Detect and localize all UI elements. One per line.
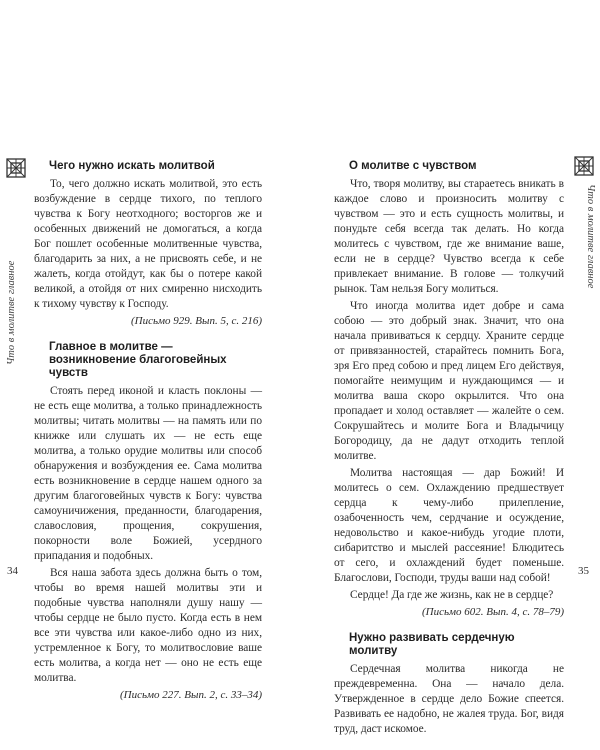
page-number: 34 bbox=[7, 565, 18, 577]
citation: (Письмо 227. Вып. 2, с. 33–34) bbox=[120, 689, 262, 701]
paragraph: Молитва настоящая — дар Божий! И молитесь о сем. Охлаждению предшествует сердца к чему-либо прилепление, озабоченность чем, сердчание и осуждение, недовольство и какое-нибудь угодие плоти, сибаритство и мыслей рассеяние! Блюдитесь от сего, и охлаждений будет поменьше. Благослови, Господи, труды ваши над собой! bbox=[334, 467, 564, 584]
paragraph: Вся наша забота здесь должна быть о том, чтобы во время нашей молитвы эти и подобные чувства наполняли душу нашу — чтобы сердце не было пусто. Когда есть в нем все эти чувства или какое-либо одно из них, устремленное к Богу, то молитвословие ваше есть молитва, а когда нет — оно не есть еще молитва. bbox=[34, 567, 262, 684]
paragraph: Что иногда молитва идет добре и сама собою — это добрый знак. Значит, что она начала прививаться к сердцу. Храните сердце от привязанностей, старайтесь помнить Бога, зря Его пред собою и пред лицем Его действуя, помогайте неимущим и нуждающимся — и молитва ваша скоро окрылится. Что она пропадает и холод оставляет — жалейте о сем. Сокрушайтесь и молите Бога и Владычицу Богородицу, да не дадут отходить теплой молитве. bbox=[334, 300, 564, 462]
section bbox=[334, 160, 564, 620]
paragraph: Что, творя молитву, вы стараетесь вникать в каждое слово и произносить молитву с чувством — это и есть сущность молитвы, и понудьте себя всегда так делать. Но когда молитесь с чувством, где же внимание ваше, если не в сердце? Чувство всегда к себе привлекает внимание. В голове — толкучий рынок. Там нельзя Богу молиться. bbox=[334, 178, 564, 295]
section bbox=[34, 160, 262, 329]
section-heading: О молитве с чувством bbox=[349, 160, 477, 172]
section-heading: Нужно развивать сердечную молитву bbox=[349, 632, 515, 657]
paragraph: Сердечная молитва никогда не преждевременна. Она — начало дела. Утвержденное в сердце дело Божие спеется. Развивать ее надобно, не жалея труда. Бог, видя труд, даст искомое. bbox=[334, 663, 564, 735]
left-column bbox=[34, 160, 262, 703]
paragraph: Сердце! Да где же жизнь, как не в сердце? bbox=[350, 589, 554, 601]
paragraph: Стоять перед иконой и класть поклоны — не есть еще молитва, а только принадлежность молитвы; читать молитвы — на память или по книжке или слушать их — не есть еще молитва, а только орудие молитвы или способ обнаружения и возбуждения ее. Сама молитва есть возникновение в сердце нашем одного за другим благоговейных чувств к Богу: чувства самоуничижения, преданности, благодарения, славословия, прощения, сокрушения, покорности воле Божией, усердного припадания и подобных. bbox=[34, 385, 262, 562]
section bbox=[34, 341, 262, 703]
running-head: Что в молитве главное bbox=[585, 184, 596, 289]
celtic-knot-icon bbox=[574, 156, 594, 176]
section-heading: Главное в молитве — возникновение благоговейных чувств bbox=[49, 341, 227, 379]
section-heading: Чего нужно искать молитвой bbox=[49, 160, 215, 172]
page-number: 35 bbox=[578, 565, 589, 577]
section bbox=[334, 632, 564, 737]
citation: (Письмо 602. Вып. 4, с. 78–79) bbox=[422, 606, 564, 618]
celtic-knot-icon bbox=[6, 158, 26, 178]
citation: (Письмо 929. Вып. 5, с. 216) bbox=[131, 315, 262, 327]
paragraph: То, чего должно искать молитвой, это есть возбуждение в сердце тихого, по теплого чувства к Богу неотходного; восторгов же и особенных движений не домогаться, а когда Бог пошлет особенные молитвенные чувства, благодарить за них, а не присвоять себе, и не жалеть, когда отойдут, как бы о потере какой великой, а отойдя от них смиренно нисходить к тихому чувству к Господу. bbox=[34, 178, 262, 310]
right-page bbox=[300, 0, 600, 750]
running-head: Что в молитве главное bbox=[6, 260, 17, 365]
right-column bbox=[334, 160, 564, 737]
